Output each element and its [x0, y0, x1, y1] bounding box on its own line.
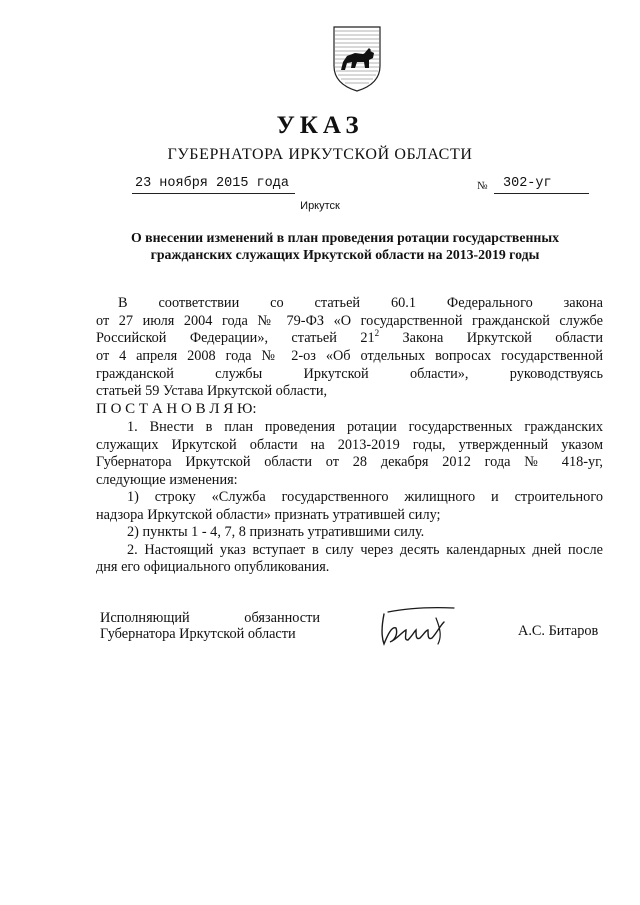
number-sign: №	[477, 180, 488, 192]
text-fragment: Закона Иркутской области	[402, 330, 604, 346]
paragraph-line: гражданской службы Иркутской области», руководствуясь	[96, 366, 603, 382]
paragraph-line: от 27 июля 2004 года № 79-ФЗ «О государственной гражданской службе	[96, 313, 603, 329]
paragraph-line: 2. Настоящий указ вступает в силу через десять календарных дней после	[127, 542, 603, 558]
paragraph-line: статьей 59 Устава Иркутской области,	[96, 383, 328, 399]
document-city: Иркутск	[300, 200, 340, 212]
signer-position-line: Исполняющий обязанности	[100, 610, 320, 626]
article-superscript: 2	[374, 328, 380, 339]
document-heading	[100, 229, 590, 263]
article-number: $21^2$	[360, 328, 380, 346]
handwritten-signature	[378, 604, 458, 648]
signer-position-line: Губернатора Иркутской области	[100, 626, 296, 642]
paragraph-line: надзора Иркутской области» признать утратившей силу;	[96, 507, 441, 523]
document-number: 302-уг	[494, 175, 589, 194]
decree-word: П О С Т А Н О В Л Я Ю:	[96, 401, 257, 417]
paragraph-line: от 4 апреля 2008 года № 2-оз «Об отдельных вопросах государственной	[96, 348, 603, 364]
document-title: УКАЗ	[276, 112, 364, 139]
paragraph-line: дня его официального опубликования.	[96, 559, 330, 575]
signer-name: А.С. Битаров	[518, 623, 599, 639]
paragraph-line: Губернатора Иркутской области от 28 декабря 2012 года № 418-уг,	[96, 454, 603, 470]
paragraph-line: 1. Внести в план проведения ротации государственных гражданских	[127, 419, 603, 435]
signer-position	[100, 610, 320, 642]
paragraph-line: 1) строку «Служба государственного жилищного и строительного	[127, 489, 603, 505]
paragraph-line: 2) пункты 1 - 4, 7, 8 признать утратившими силу.	[127, 524, 425, 540]
document-subtitle: ГУБЕРНАТОРА ИРКУТСКОЙ ОБЛАСТИ	[167, 146, 473, 163]
paragraph-line	[96, 330, 603, 347]
text-fragment: Российской Федерации», статьей	[96, 330, 337, 346]
coat-of-arms-icon	[333, 26, 381, 92]
heading-line: О внесении изменений в план проведения ротации государственных	[130, 230, 560, 245]
paragraph-line: В соответствии со статьей 60.1 Федерального закона	[118, 295, 603, 311]
heading-line: гражданских служащих Иркутской области на 2013-2019 годы	[150, 247, 540, 262]
document-date: 23 ноября 2015 года	[132, 175, 295, 194]
paragraph-line: служащих Иркутской области на 2013-2019 годы, утвержденный указом	[96, 437, 603, 453]
paragraph-line: следующие изменения:	[96, 472, 238, 488]
